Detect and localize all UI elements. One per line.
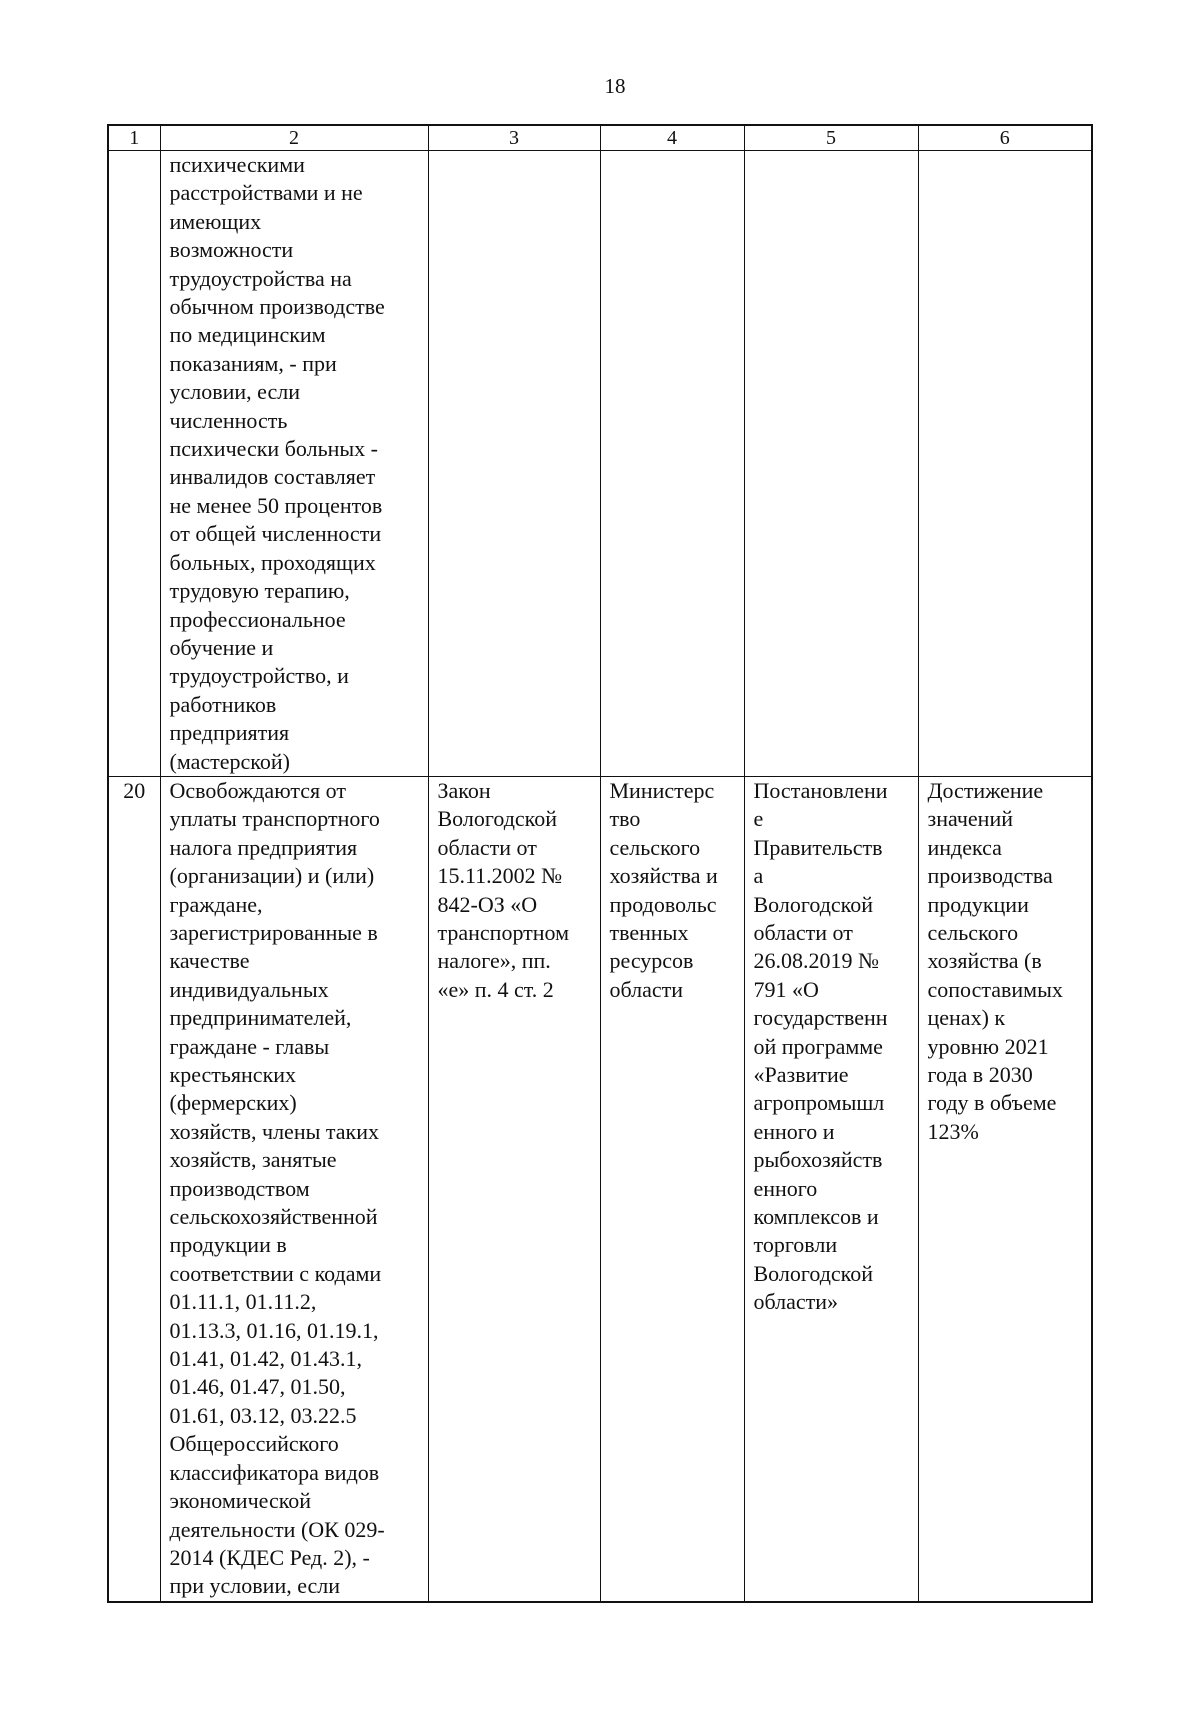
curator-text: Министерс тво сельского хозяйства и продовольс твенных ресурсов области [609, 777, 718, 1002]
description-cell [160, 776, 428, 1601]
legal-basis-cell [428, 776, 600, 1601]
description-text: психическими расстройствами и не имеющих возможности трудоустройства на обычном производстве по медицинским показаниям, - при условии, если численность психически больных - инвалидов составляет не менее 50 процентов от общей численности больных, проходящих трудовую терапию, профессиональное обучение и трудоустройство, и работников предприятия (мастерской) [169, 152, 385, 774]
column-number-2: 2 [160, 125, 428, 151]
program-cell [744, 151, 918, 777]
curator-cell [600, 151, 744, 777]
column-number-6: 6 [918, 125, 1092, 151]
program-text: Постановлени е Правительств а Вологодской области от 26.08.2019 № 791 «О государственн ой программе «Развитие агропромышл енного и рыбохозяйств енного комплексов и торговли Вологодской области» [753, 777, 888, 1315]
column-number-1: 1 [108, 125, 160, 151]
row-number-cell: 20 [108, 776, 160, 1601]
column-number-row [108, 125, 1092, 151]
page-number: 18 [604, 74, 626, 98]
description-text: Освобождаются от уплаты транспортного налога предприятия (организации) и (или) граждане, зарегистрированные в качестве индивидуальных предпринимателей, граждане - главы крестьянских (фермерских) хозяйств, члены таких хозяйств, занятые производством сельскохозяйственной продукции в соответствии с кодами 01.11.1, 01.11.2, 01.13.3, 01.16, 01.19.1, 01.41, 01.42, 01.43.1, 01.46, 01.47, 01.50, 01.61, 03.12, 03.22.5 Общероссийского классификатора видов экономической деятельности (ОК 029- 2014 (КДЕС Ред. 2), - при условии, если [169, 777, 385, 1599]
program-cell [744, 776, 918, 1601]
table-row-continued [108, 151, 1092, 777]
goal-cell [918, 151, 1092, 777]
goal-cell [918, 776, 1092, 1601]
column-number-3: 3 [428, 125, 600, 151]
description-cell [160, 151, 428, 777]
legal-basis-cell [428, 151, 600, 777]
column-number-5: 5 [744, 125, 918, 151]
goal-text: Достижение значений индекса производства продукции сельского хозяйства (в сопоставимых ценах) к уровню 2021 года в 2030 году в объеме 123% [927, 777, 1063, 1144]
legal-basis-text: Закон Вологодской области от 15.11.2002 № 842-ОЗ «О транспортном налоге», пп. «е» п. 4 ст. 2 [437, 777, 570, 1002]
row-number-cell [108, 151, 160, 777]
column-number-4: 4 [600, 125, 744, 151]
table-row-20 [108, 776, 1092, 1601]
curator-cell [600, 776, 744, 1601]
tax-relief-table [107, 124, 1093, 1603]
